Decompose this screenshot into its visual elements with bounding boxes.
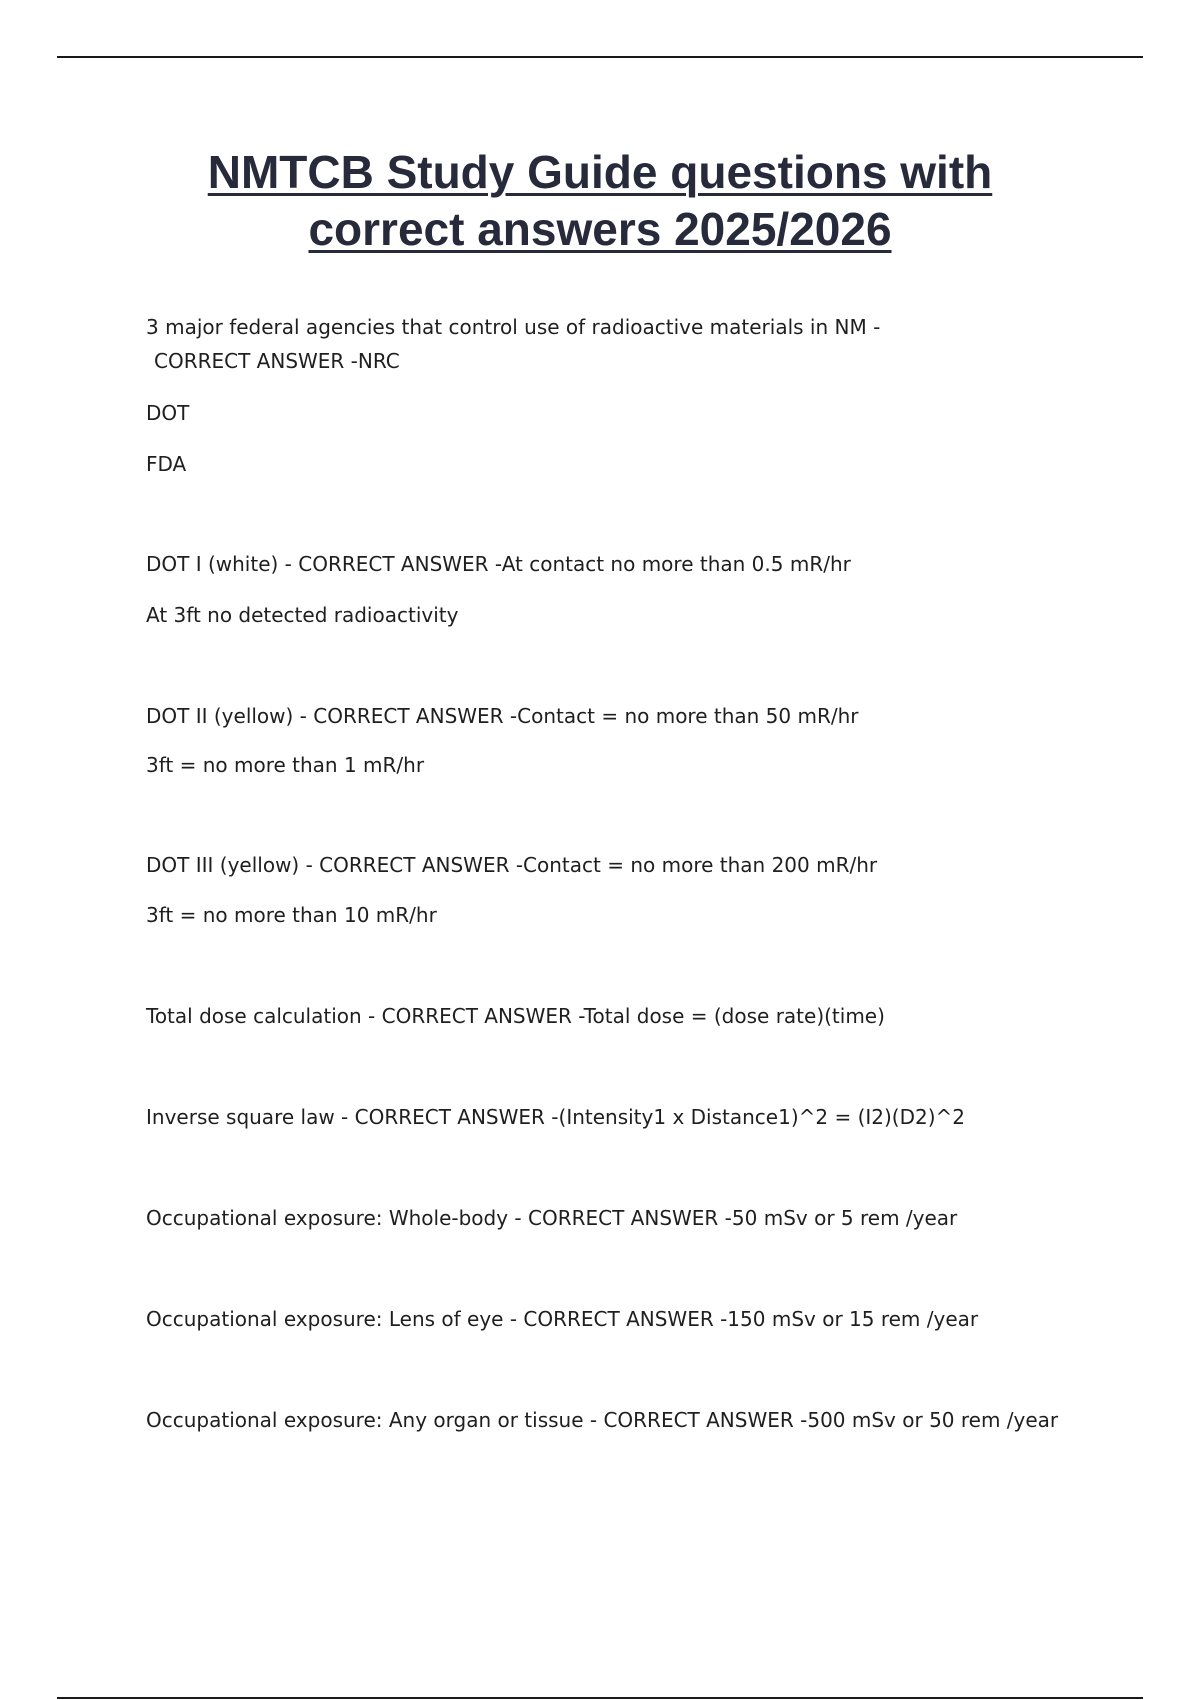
entry-7-question: Occupational exposure: Whole-body - CORRECT ANSWER -50 mSv or 5 rem /year [146,1206,958,1230]
title-line-1: NMTCB Study Guide questions with [207,146,993,198]
entry-3-question: DOT II (yellow) - CORRECT ANSWER -Contact = no more than 50 mR/hr [146,704,859,728]
bottom-rule [57,1697,1143,1699]
entry-2-question: DOT I (white) - CORRECT ANSWER -At contact no more than 0.5 mR/hr [146,552,851,576]
entry-4-answer-line: 3ft = no more than 10 mR/hr [146,903,437,927]
entry-9-question: Occupational exposure: Any organ or tissue - CORRECT ANSWER -500 mSv or 50 rem /year [146,1408,1059,1432]
entry-6-question: Inverse square law - CORRECT ANSWER -(Intensity1 x Distance1)^2 = (I2)(D2)^2 [146,1105,966,1129]
entry-4-question: DOT III (yellow) - CORRECT ANSWER -Contact = no more than 200 mR/hr [146,853,878,877]
entry-1-answer-line: FDA [146,452,187,476]
entry-1-question: 3 major federal agencies that control use of radioactive materials in NM - [146,315,881,339]
entry-8-question: Occupational exposure: Lens of eye - CORRECT ANSWER -150 mSv or 15 rem /year [146,1307,979,1331]
entry-3-answer-line: 3ft = no more than 1 mR/hr [146,753,425,777]
entry-1-answer-line: DOT [146,401,190,425]
entry-1-answer: CORRECT ANSWER -NRC [154,349,400,373]
title-line-2: correct answers 2025/2026 [308,203,892,255]
entry-5-question: Total dose calculation - CORRECT ANSWER -Total dose = (dose rate)(time) [146,1004,885,1028]
top-rule [57,56,1143,58]
page-title [100,144,1100,258]
entry-2-answer-line: At 3ft no detected radioactivity [146,603,459,627]
